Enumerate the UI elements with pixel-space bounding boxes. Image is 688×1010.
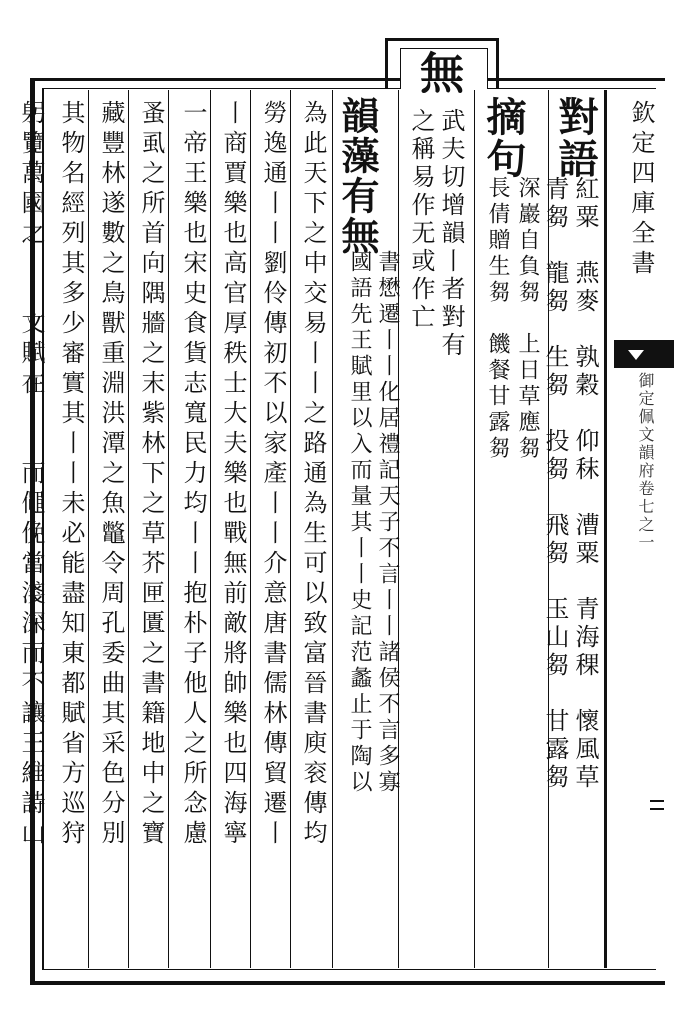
- text-column: 其物名經列其多少審實其丨丨未必能盡知東都賦省方巡狩: [57, 100, 85, 850]
- text-column: 長倩贈生芻 饑餐甘露芻: [485, 176, 510, 462]
- column-rule: [168, 90, 169, 968]
- section-heading-zhaiju: 摘句: [480, 96, 527, 180]
- column-rule: [290, 90, 291, 968]
- rhyme-heading-char: 無: [412, 50, 463, 94]
- edge-mark: [650, 800, 664, 802]
- text-column: 深巖自負芻 上日草應芻: [515, 176, 540, 462]
- text-column: 躬覽萬國之丨丨文賦在丨丨而僶俛當淺深而不讓王維詩山: [17, 100, 45, 850]
- column-rule: [474, 90, 475, 968]
- volume-label: 御定佩文韻府卷七之一: [636, 372, 655, 552]
- column-rule: [604, 90, 607, 968]
- entry-title: 韻藻有無: [335, 96, 380, 256]
- text-column: 紅粟 燕麥 孰穀 仰秣 漕粟 青海稞 懷風草: [571, 176, 599, 792]
- text-column: 為此天下之中交易丨丨之路通為生可以致富晉書庾衮傳均: [299, 100, 327, 850]
- column-rule: [210, 90, 211, 968]
- column-rule: [250, 90, 251, 968]
- text-column: 書懋遷丨丨化居禮記天子不言丨丨諸侯不言多寡: [375, 250, 400, 796]
- section-heading-duiyu: 對語: [552, 96, 599, 180]
- text-column: 青芻 龍芻 生芻 投芻 飛芻 玉山芻 甘露芻: [541, 176, 569, 792]
- column-rule: [128, 90, 129, 968]
- text-column: 之稱易作无或作亡: [407, 108, 435, 332]
- text-column: 勞逸通丨丨劉伶傳初不以家產丨丨介意唐書儒林傳貿遷丨: [259, 100, 287, 850]
- text-column: 丨商賈樂也高官厚秩士大夫樂也戰無前敵將帥樂也四海寧: [219, 100, 247, 850]
- edge-mark: [650, 808, 664, 810]
- text-column: 藏豐林遂數之鳥獸重淵洪潭之魚鼈令周孔委曲其采色分別: [97, 100, 125, 850]
- text-column: 武夫切增韻丨者對有: [437, 108, 465, 360]
- collection-title: 欽定四庫全書: [627, 100, 655, 280]
- text-column: 一帝王樂也宋史食貨志寬民力均丨丨抱朴子他人之所念慮: [179, 100, 207, 850]
- fish-tail-mark: [614, 340, 674, 368]
- text-column: 國語先王賦里以入而量其丨丨史記范蠡止于陶以: [347, 250, 372, 796]
- text-column: 蚤虱之所首向隅牆之末紫林下之草芥匣匱之書籍地中之寶: [137, 100, 165, 850]
- column-rule: [88, 90, 89, 968]
- column-rule: [332, 90, 333, 968]
